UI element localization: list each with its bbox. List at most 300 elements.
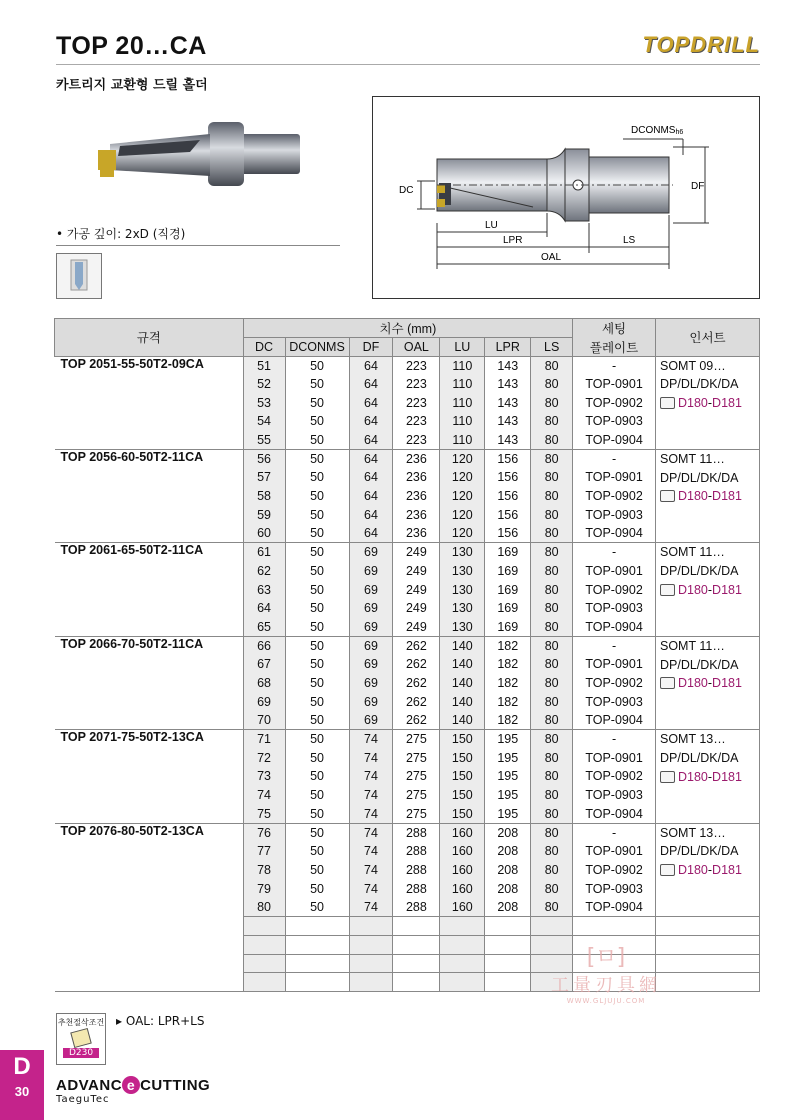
cell-lpr: 169 (485, 580, 531, 599)
cell-dconms: 50 (285, 786, 349, 805)
cell-ls: 80 (531, 898, 573, 917)
cell-dc: 52 (243, 375, 285, 394)
cell-df: 64 (349, 375, 393, 394)
cell-df: 74 (349, 842, 393, 861)
insert-types: DP/DL/DK/DA (659, 844, 739, 859)
cell-oal: 262 (393, 674, 440, 693)
cell-plate: TOP-0901 (573, 842, 656, 861)
cell-ls: 80 (531, 506, 573, 525)
cell-lpr: 156 (485, 487, 531, 506)
cell-lu: 160 (440, 861, 485, 880)
header-df: DF (349, 338, 393, 357)
cell-ls: 80 (531, 805, 573, 824)
cell-df: 74 (349, 805, 393, 824)
cell-plate: - (573, 636, 656, 655)
cell-lpr: 143 (485, 356, 531, 375)
cell-df: 69 (349, 674, 393, 693)
cell-df: 64 (349, 468, 393, 487)
cell-df: 69 (349, 655, 393, 674)
cell-df: 74 (349, 879, 393, 898)
cell-df: 64 (349, 356, 393, 375)
cell-oal: 223 (393, 412, 440, 431)
cell-dconms: 50 (285, 767, 349, 786)
cell-lu: 140 (440, 711, 485, 730)
insert-page-ref[interactable] (660, 674, 759, 693)
cell-oal: 288 (393, 898, 440, 917)
cell-lpr: 208 (485, 879, 531, 898)
cell-dc: 51 (243, 356, 285, 375)
cell-lpr: 208 (485, 842, 531, 861)
cell-dc: 60 (243, 524, 285, 543)
cell-plate: - (573, 543, 656, 562)
insert-page-ref[interactable] (660, 487, 759, 506)
cell-dc: 55 (243, 431, 285, 450)
cell-dc: 72 (243, 748, 285, 767)
cell-df: 74 (349, 823, 393, 842)
insert-ref-start: D180 (677, 395, 708, 410)
cell-oal: 262 (393, 636, 440, 655)
header-lpr: LPR (485, 338, 531, 357)
cell-dconms: 50 (285, 487, 349, 506)
catalog-ref-icon (660, 677, 675, 689)
cell-plate: TOP-0901 (573, 468, 656, 487)
cell-dc: 71 (243, 730, 285, 749)
cell-lpr: 156 (485, 506, 531, 525)
cell-lpr: 195 (485, 786, 531, 805)
cell-oal: 223 (393, 393, 440, 412)
cell-dconms: 50 (285, 599, 349, 618)
cell-lpr: 156 (485, 468, 531, 487)
cell-lu: 110 (440, 412, 485, 431)
cell-dconms: 50 (285, 879, 349, 898)
cell-plate: TOP-0902 (573, 674, 656, 693)
table-row (55, 636, 760, 655)
cell-lpr: 208 (485, 823, 531, 842)
cell-lpr: 156 (485, 524, 531, 543)
cell-dconms: 50 (285, 711, 349, 730)
catalog-ref-icon (660, 771, 675, 783)
cell-oal: 249 (393, 580, 440, 599)
cell-oal: 223 (393, 375, 440, 394)
cell-df: 69 (349, 636, 393, 655)
cell-dconms: 50 (285, 805, 349, 824)
insert-ref-sep: - (707, 863, 713, 878)
header-lu: LU (440, 338, 485, 357)
cell-df: 74 (349, 898, 393, 917)
insert-ref-end: D181 (712, 395, 742, 410)
cell-ls: 80 (531, 674, 573, 693)
cell-lu: 110 (440, 393, 485, 412)
header-oal: OAL (393, 338, 440, 357)
model-code: TOP 2056-60-50T2-11CA (55, 449, 244, 542)
cell-lu: 160 (440, 879, 485, 898)
blank-row (55, 917, 760, 936)
cell-lpr: 169 (485, 543, 531, 562)
cell-dc: 70 (243, 711, 285, 730)
oal-formula-note: ▸ OAL: LPR+LS (116, 1014, 205, 1028)
cell-dc: 61 (243, 543, 285, 562)
brand-part-b: CUTTING (140, 1077, 211, 1094)
header-insert: 인서트 (655, 319, 759, 357)
cell-oal: 275 (393, 805, 440, 824)
watermark-url: WWW.GLJUJU.COM (566, 997, 646, 1005)
cell-lu: 120 (440, 524, 485, 543)
cell-dconms: 50 (285, 543, 349, 562)
insert-grade: SOMT 13… (659, 825, 726, 840)
header-ls: LS (531, 338, 573, 357)
insert-ref-start: D180 (677, 863, 708, 878)
cell-dc: 57 (243, 468, 285, 487)
cell-plate: TOP-0903 (573, 692, 656, 711)
cell-df: 69 (349, 543, 393, 562)
cell-oal: 236 (393, 506, 440, 525)
cell-oal: 236 (393, 449, 440, 468)
cell-oal: 275 (393, 730, 440, 749)
insert-page-ref[interactable] (660, 861, 759, 880)
cell-df: 64 (349, 412, 393, 431)
cell-plate: TOP-0904 (573, 431, 656, 450)
cell-dconms: 50 (285, 692, 349, 711)
model-code: TOP 2061-65-50T2-11CA (55, 543, 244, 636)
cell-ls: 80 (531, 524, 573, 543)
cell-plate: TOP-0903 (573, 506, 656, 525)
cutting-conditions-label: 추천절삭조건 (57, 1018, 105, 1027)
cell-oal: 249 (393, 618, 440, 637)
cell-oal: 288 (393, 879, 440, 898)
cell-ls: 80 (531, 823, 573, 842)
cell-dc: 80 (243, 898, 285, 917)
cell-oal: 275 (393, 748, 440, 767)
cell-dc: 56 (243, 449, 285, 468)
cell-df: 69 (349, 692, 393, 711)
oal-label: OAL (541, 252, 562, 263)
cell-dc: 78 (243, 861, 285, 880)
company-name: TaeguTec (56, 1094, 110, 1105)
table-row (55, 730, 760, 749)
cell-df: 64 (349, 524, 393, 543)
cell-lu: 130 (440, 580, 485, 599)
cell-ls: 80 (531, 618, 573, 637)
cell-ls: 80 (531, 730, 573, 749)
cell-dconms: 50 (285, 636, 349, 655)
cell-plate: TOP-0901 (573, 748, 656, 767)
cell-lu: 150 (440, 767, 485, 786)
cell-plate: TOP-0902 (573, 767, 656, 786)
cell-dc: 67 (243, 655, 285, 674)
dimension-diagram (372, 96, 760, 299)
cell-oal: 262 (393, 711, 440, 730)
cell-dconms: 50 (285, 468, 349, 487)
cell-df: 64 (349, 431, 393, 450)
insert-ref-sep: - (707, 395, 713, 410)
cell-ls: 80 (531, 879, 573, 898)
catalog-ref-icon (660, 584, 675, 596)
cutting-conditions-box[interactable] (56, 1013, 106, 1065)
cell-ls: 80 (531, 375, 573, 394)
cell-lu: 130 (440, 562, 485, 581)
cell-df: 64 (349, 449, 393, 468)
cell-dconms: 50 (285, 356, 349, 375)
header-model: 규격 (55, 319, 244, 357)
insert-grade: SOMT 11… (659, 638, 725, 653)
cell-dconms: 50 (285, 562, 349, 581)
insert-ref-end: D181 (712, 676, 742, 691)
brand-part-a: ADVANC (56, 1077, 123, 1094)
cell-dconms: 50 (285, 524, 349, 543)
cell-df: 74 (349, 861, 393, 880)
catalog-ref-icon (660, 397, 675, 409)
catalog-ref-icon (660, 864, 675, 876)
insert-ref-end: D181 (712, 863, 742, 878)
cell-dconms: 50 (285, 898, 349, 917)
cell-dconms: 50 (285, 449, 349, 468)
cell-plate: TOP-0903 (573, 786, 656, 805)
cell-oal: 288 (393, 842, 440, 861)
insert-types: DP/DL/DK/DA (659, 657, 739, 672)
cell-oal: 249 (393, 543, 440, 562)
document-icon (70, 1028, 92, 1048)
topdrill-logo: TOPDRILL (642, 32, 760, 57)
cell-oal: 236 (393, 487, 440, 506)
cell-lpr: 169 (485, 618, 531, 637)
insert-page-ref[interactable] (660, 394, 759, 413)
cell-lu: 110 (440, 356, 485, 375)
header-dc: DC (243, 338, 285, 357)
insert-page-ref[interactable] (660, 768, 759, 787)
insert-cell (655, 449, 759, 542)
model-code: TOP 2076-80-50T2-13CA (55, 823, 244, 916)
spec-table (54, 318, 760, 992)
insert-cell (655, 636, 759, 729)
cell-ls: 80 (531, 692, 573, 711)
cell-plate: TOP-0904 (573, 618, 656, 637)
insert-ref-end: D181 (712, 489, 742, 504)
cell-dc: 54 (243, 412, 285, 431)
insert-ref-start: D180 (677, 489, 708, 504)
cell-lu: 150 (440, 805, 485, 824)
cell-oal: 223 (393, 356, 440, 375)
table-row (55, 543, 760, 562)
cell-lpr: 182 (485, 636, 531, 655)
title-divider (56, 64, 760, 65)
watermark-logo: [ㅁ] (586, 945, 626, 970)
cell-lu: 130 (440, 543, 485, 562)
cell-dc: 79 (243, 879, 285, 898)
insert-ref-sep: - (707, 676, 713, 691)
cell-ls: 80 (531, 748, 573, 767)
cell-plate: TOP-0902 (573, 393, 656, 412)
cell-dconms: 50 (285, 861, 349, 880)
cell-dconms: 50 (285, 655, 349, 674)
cell-dc: 65 (243, 618, 285, 637)
cell-df: 74 (349, 767, 393, 786)
insert-ref-start: D180 (677, 676, 708, 691)
insert-cell (655, 823, 759, 916)
cell-ls: 80 (531, 580, 573, 599)
cell-plate: TOP-0902 (573, 487, 656, 506)
cell-lpr: 195 (485, 730, 531, 749)
cell-plate: TOP-0904 (573, 805, 656, 824)
header-dimensions: 치수 (mm) (243, 319, 573, 338)
cell-plate: TOP-0901 (573, 375, 656, 394)
cell-plate: TOP-0904 (573, 898, 656, 917)
cell-lpr: 143 (485, 412, 531, 431)
advance-cutting-logo (56, 1076, 210, 1094)
cell-lu: 160 (440, 898, 485, 917)
cell-ls: 80 (531, 449, 573, 468)
cell-df: 74 (349, 730, 393, 749)
insert-grade: SOMT 11… (659, 545, 725, 560)
cell-lpr: 182 (485, 655, 531, 674)
lpr-label: LPR (503, 235, 523, 246)
cell-lu: 120 (440, 449, 485, 468)
insert-types: DP/DL/DK/DA (659, 377, 739, 392)
cell-ls: 80 (531, 356, 573, 375)
cell-oal: 236 (393, 524, 440, 543)
cell-lpr: 182 (485, 674, 531, 693)
cell-lu: 120 (440, 506, 485, 525)
cell-ls: 80 (531, 599, 573, 618)
cell-ls: 80 (531, 786, 573, 805)
cell-df: 69 (349, 599, 393, 618)
cell-dc: 76 (243, 823, 285, 842)
cell-lu: 160 (440, 823, 485, 842)
cell-oal: 262 (393, 655, 440, 674)
cell-lu: 120 (440, 468, 485, 487)
cell-ls: 80 (531, 431, 573, 450)
cell-ls: 80 (531, 543, 573, 562)
catalog-ref-icon (660, 490, 675, 502)
insert-cell (655, 730, 759, 823)
cell-dc: 66 (243, 636, 285, 655)
header-setting-2: 플레이트 (573, 338, 656, 357)
table-row (55, 449, 760, 468)
cell-df: 69 (349, 618, 393, 637)
cell-oal: 262 (393, 692, 440, 711)
insert-ref-start: D180 (677, 769, 708, 784)
cell-lu: 110 (440, 431, 485, 450)
cell-plate: TOP-0903 (573, 879, 656, 898)
cell-ls: 80 (531, 636, 573, 655)
cell-oal: 249 (393, 562, 440, 581)
machining-depth-note: • 가공 깊이: 2xD (직경) (56, 227, 186, 241)
dc-label: DC (399, 185, 414, 196)
cell-dc: 63 (243, 580, 285, 599)
table-row (55, 823, 760, 842)
cell-plate: - (573, 356, 656, 375)
insert-grade: SOMT 13… (659, 732, 726, 747)
cell-lpr: 143 (485, 431, 531, 450)
cutting-conditions-ref: D230 (63, 1048, 99, 1058)
cell-dc: 68 (243, 674, 285, 693)
cell-ls: 80 (531, 711, 573, 730)
cell-plate: TOP-0903 (573, 412, 656, 431)
page-number: 30 (14, 1084, 30, 1099)
model-code: TOP 2071-75-50T2-13CA (55, 730, 244, 823)
cell-lu: 140 (440, 636, 485, 655)
cell-df: 69 (349, 562, 393, 581)
cell-df: 69 (349, 711, 393, 730)
table-row (55, 356, 760, 375)
insert-types: DP/DL/DK/DA (659, 564, 739, 579)
ls-label: LS (623, 235, 636, 246)
cell-lpr: 182 (485, 711, 531, 730)
model-code: TOP 2066-70-50T2-11CA (55, 636, 244, 729)
page-subtitle: 카트리지 교환형 드릴 홀더 (56, 78, 208, 93)
cell-lu: 130 (440, 618, 485, 637)
cell-ls: 80 (531, 861, 573, 880)
section-letter: D (13, 1053, 31, 1080)
insert-ref-sep: - (707, 489, 713, 504)
header-dconms: DCONMS (285, 338, 349, 357)
cell-oal: 223 (393, 431, 440, 450)
cell-oal: 249 (393, 599, 440, 618)
dconms-label: DCONMSh6 (631, 125, 684, 136)
insert-page-ref[interactable] (660, 581, 759, 600)
cell-plate: TOP-0901 (573, 655, 656, 674)
cell-dc: 73 (243, 767, 285, 786)
cell-lpr: 156 (485, 449, 531, 468)
lu-label: LU (485, 220, 498, 231)
cell-ls: 80 (531, 393, 573, 412)
cell-df: 74 (349, 786, 393, 805)
watermark-text: 工量刃具網 (551, 975, 661, 996)
insert-ref-sep: - (707, 582, 713, 597)
cell-dconms: 50 (285, 674, 349, 693)
cell-lpr: 182 (485, 692, 531, 711)
cell-df: 74 (349, 748, 393, 767)
cell-lpr: 143 (485, 375, 531, 394)
bullet-divider (56, 245, 340, 246)
cell-dc: 69 (243, 692, 285, 711)
cell-lpr: 195 (485, 767, 531, 786)
cell-dc: 64 (243, 599, 285, 618)
insert-ref-sep: - (707, 769, 713, 784)
section-tab (0, 1050, 44, 1120)
cell-plate: - (573, 823, 656, 842)
cell-dconms: 50 (285, 506, 349, 525)
cell-plate: TOP-0901 (573, 562, 656, 581)
cell-ls: 80 (531, 767, 573, 786)
cell-lu: 140 (440, 674, 485, 693)
cell-df: 69 (349, 580, 393, 599)
cell-dconms: 50 (285, 393, 349, 412)
drilling-depth-icon (56, 253, 102, 299)
cell-lpr: 169 (485, 562, 531, 581)
cell-lpr: 208 (485, 898, 531, 917)
cell-dc: 59 (243, 506, 285, 525)
drill-holder-photo (90, 112, 310, 197)
cell-oal: 275 (393, 767, 440, 786)
page-title: TOP 20…CA (56, 32, 207, 60)
cell-dc: 62 (243, 562, 285, 581)
insert-types: DP/DL/DK/DA (659, 470, 739, 485)
cell-lu: 160 (440, 842, 485, 861)
cell-ls: 80 (531, 412, 573, 431)
df-label: DF (691, 181, 705, 192)
cell-plate: - (573, 449, 656, 468)
insert-ref-end: D181 (712, 582, 742, 597)
cell-df: 64 (349, 506, 393, 525)
header-setting-1: 세팅 (573, 319, 656, 338)
cell-dc: 53 (243, 393, 285, 412)
cell-lu: 140 (440, 692, 485, 711)
cell-ls: 80 (531, 487, 573, 506)
cell-lpr: 195 (485, 748, 531, 767)
insert-ref-start: D180 (677, 582, 708, 597)
cell-oal: 288 (393, 823, 440, 842)
cell-plate: TOP-0903 (573, 599, 656, 618)
